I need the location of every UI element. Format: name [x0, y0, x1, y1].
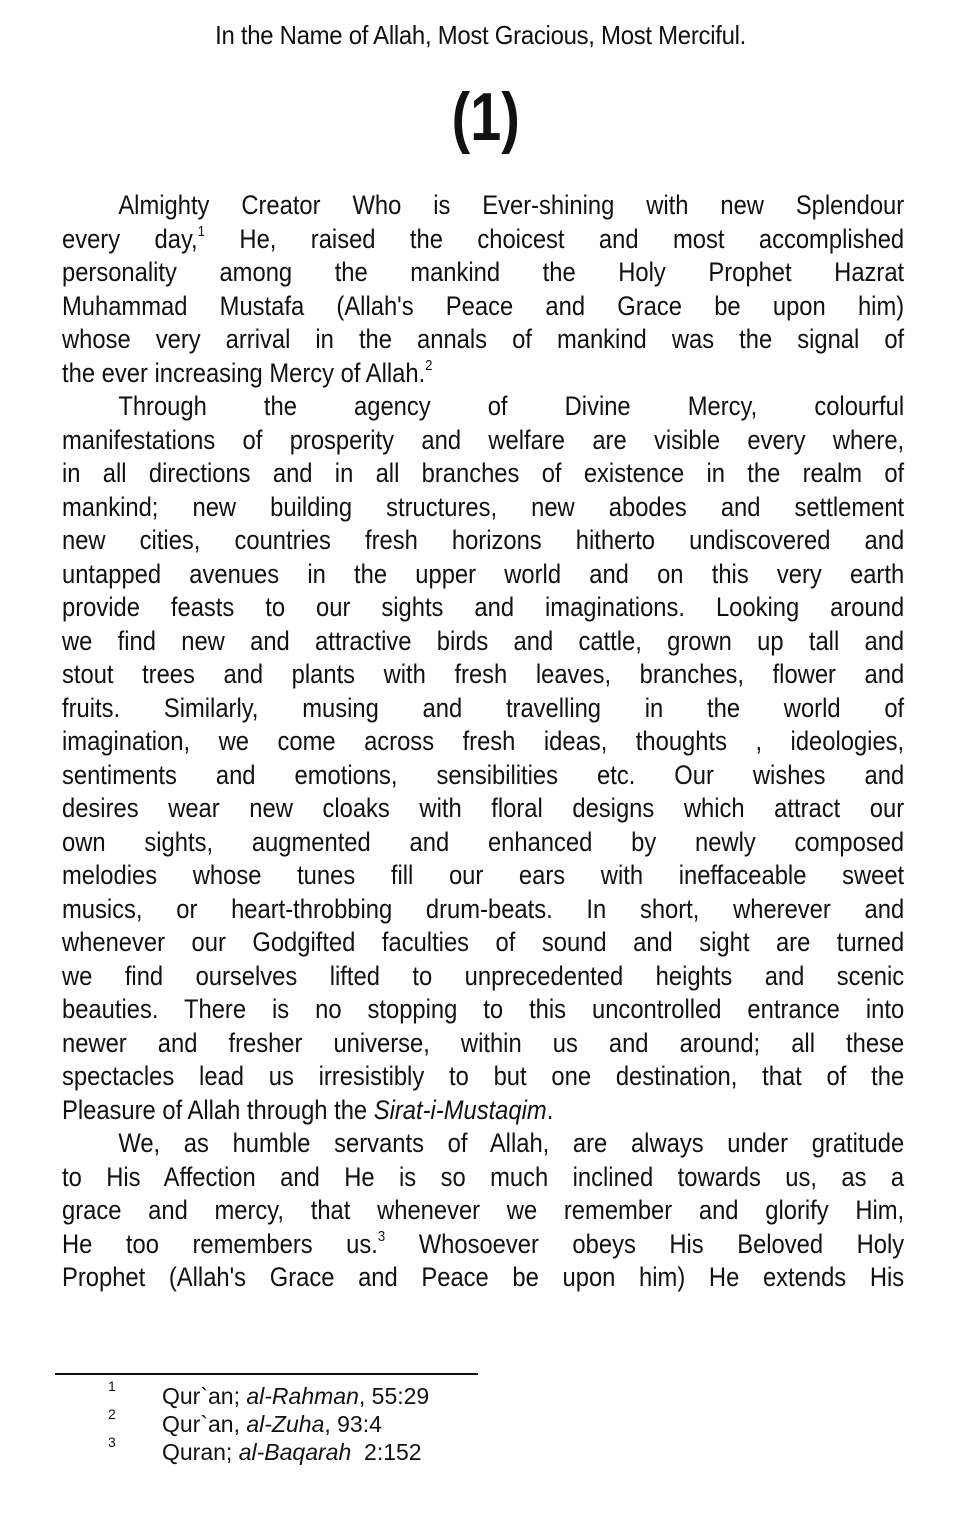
- line-text: fruits. Similarly, musing and travelling in the world of: [62, 692, 905, 723]
- footnote-citation: [162, 1438, 422, 1466]
- line-text: every day,: [62, 223, 198, 254]
- text-line: [62, 1027, 904, 1061]
- line-text: sentiments and emotions, sensibilities etc. Our wishes and: [62, 759, 905, 790]
- line-text: Almighty Creator Who is Ever-shining with new Splendour: [118, 190, 905, 220]
- text-line: [62, 960, 904, 994]
- citation-surah: al-Rahman: [246, 1383, 359, 1409]
- text-line: [62, 323, 904, 357]
- line-text: untapped avenues in the upper world and on this very earth: [62, 558, 905, 589]
- line-text: desires wear new cloaks with floral designs which attract our: [62, 793, 905, 823]
- line-text: personality among the mankind the Holy Prophet Hazrat: [62, 257, 905, 287]
- citation-verse: 2:152: [351, 1439, 422, 1465]
- text-line: [62, 859, 904, 893]
- footnote-citation: [162, 1382, 429, 1410]
- footnote-divider: [55, 1373, 478, 1375]
- line-text: stout trees and plants with fresh leaves, branches, flower and: [62, 659, 905, 689]
- text-line: [62, 792, 904, 826]
- text-line: [62, 558, 904, 592]
- text-line: [62, 692, 904, 726]
- line-text: new cities, countries fresh horizons hitherto undiscovered and: [62, 525, 905, 555]
- basmala-heading: In the Name of Allah, Most Gracious, Most Merciful.: [215, 20, 747, 50]
- line-text: manifestations of prosperity and welfare are visible every where,: [62, 424, 905, 455]
- line-text-continued: .: [546, 1094, 554, 1125]
- line-text: in all directions and in all branches of existence in the realm of: [62, 458, 905, 488]
- footnote-marker: 3: [377, 1227, 386, 1245]
- text-line: [62, 591, 904, 625]
- text-line: [62, 1060, 904, 1094]
- line-text-continued: Whosoever obeys His Beloved Holy: [385, 1228, 905, 1259]
- text-line: [62, 189, 904, 223]
- line-text: spectacles lead us irresistibly to but one destination, that of the: [62, 1061, 905, 1091]
- footnote-marker: 2: [425, 356, 433, 374]
- line-text: we find ourselves lifted to unprecedented heights and scenic: [62, 960, 905, 991]
- line-text: the ever increasing Mercy of Allah.: [62, 357, 426, 388]
- line-text: beauties. There is no stopping to this uncontrolled entrance into: [62, 994, 905, 1024]
- text-line: [62, 725, 904, 759]
- footnote-number: 2: [108, 1406, 116, 1422]
- citation-surah: al-Zuha: [246, 1411, 325, 1437]
- text-line: [62, 524, 904, 558]
- text-line: [62, 491, 904, 525]
- text-line: [62, 424, 904, 458]
- citation-surah: al-Baqarah: [238, 1439, 352, 1465]
- line-text: He too remembers us.: [62, 1228, 378, 1259]
- footnote-marker: 1: [197, 222, 205, 240]
- line-text: Through the agency of Divine Mercy, colourful: [118, 391, 905, 421]
- footnote-citation: [162, 1410, 382, 1438]
- citation-source: Qur`an,: [162, 1411, 247, 1437]
- line-text: Muhammad Mustafa (Allah's Peace and Grace be upon him): [62, 290, 905, 321]
- footnote-number: 1: [108, 1378, 116, 1394]
- line-text: own sights, augmented and enhanced by newly composed: [62, 826, 905, 857]
- line-text: we find new and attractive birds and cattle, grown up tall and: [62, 625, 905, 656]
- text-line: [62, 625, 904, 659]
- paragraph: [62, 189, 904, 390]
- line-text: provide feasts to our sights and imaginations. Looking around: [62, 592, 905, 622]
- text-line: [62, 256, 904, 290]
- line-text: whenever our Godgifted faculties of sound and sight are turned: [62, 927, 905, 957]
- text-line: [62, 357, 904, 391]
- line-text: Prophet (Allah's Grace and Peace be upon him) He extends His: [62, 1262, 905, 1292]
- citation-source: Qur`an;: [162, 1383, 247, 1409]
- line-text: Pleasure of Allah through the: [62, 1094, 374, 1125]
- line-text: grace and mercy, that whenever we remember and glorify Him,: [62, 1195, 905, 1225]
- citation-verse: , 93:4: [324, 1411, 382, 1437]
- line-text: musics, or heart-throbbing drum-beats. In short, wherever and: [62, 893, 905, 924]
- text-line: [62, 759, 904, 793]
- text-line: [62, 1228, 904, 1262]
- text-line: [62, 993, 904, 1027]
- text-line: [62, 223, 904, 257]
- text-line: [62, 1127, 904, 1161]
- text-line: [62, 390, 904, 424]
- text-line: [62, 658, 904, 692]
- line-text: mankind; new building structures, new abodes and settlement: [62, 491, 905, 522]
- line-text: newer and fresher universe, within us and around; all these: [62, 1027, 905, 1058]
- text-line: [62, 826, 904, 860]
- line-text: melodies whose tunes fill our ears with ineffaceable sweet: [62, 860, 905, 890]
- footnote-number: 3: [108, 1434, 116, 1450]
- italic-term: Sirat-i-Mustaqim: [373, 1094, 547, 1125]
- body-text: [62, 189, 904, 1295]
- line-text: We, as humble servants of Allah, are always under gratitude: [118, 1128, 905, 1158]
- text-line: [62, 1094, 904, 1128]
- line-text: whose very arrival in the annals of mankind was the signal of: [62, 324, 905, 354]
- line-text: imagination, we come across fresh ideas, thoughts , ideologies,: [62, 726, 905, 756]
- text-line: [62, 457, 904, 491]
- text-line: [62, 893, 904, 927]
- text-line: [62, 926, 904, 960]
- paragraph: [62, 1127, 904, 1295]
- line-text-continued: He, raised the choicest and most accomplished: [205, 223, 905, 254]
- citation-source: Quran;: [162, 1439, 239, 1465]
- chapter-number: (1): [451, 79, 520, 155]
- text-line: [62, 290, 904, 324]
- text-line: [62, 1194, 904, 1228]
- line-text: to His Affection and He is so much inclined towards us, as a: [62, 1161, 905, 1192]
- citation-verse: , 55:29: [358, 1383, 430, 1409]
- text-line: [62, 1261, 904, 1295]
- paragraph: [62, 390, 904, 1127]
- text-line: [62, 1161, 904, 1195]
